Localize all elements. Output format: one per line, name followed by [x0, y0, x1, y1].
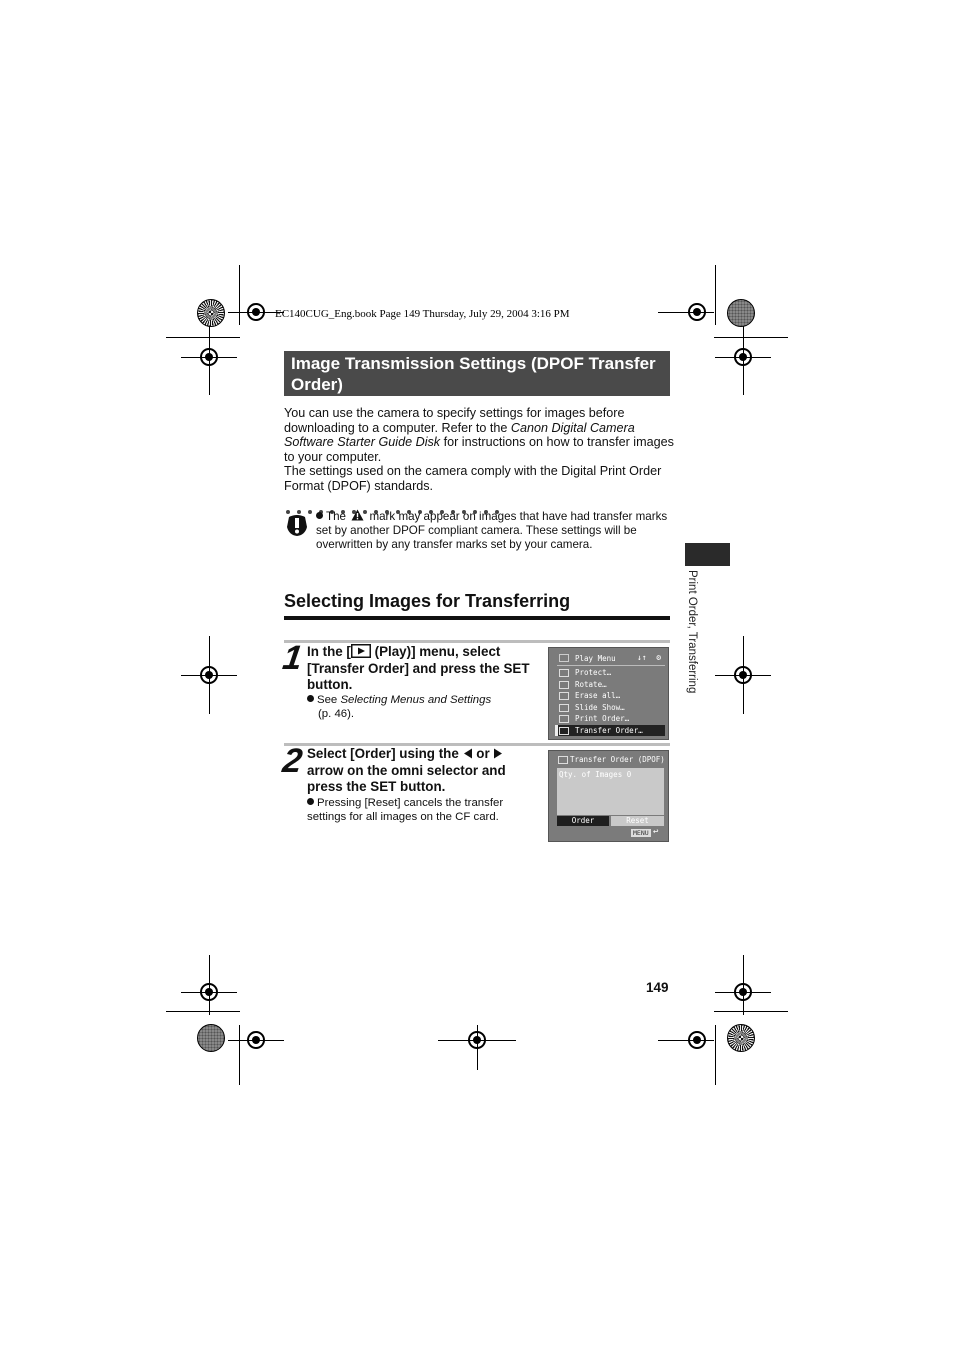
step1-note-prefix: See	[317, 694, 341, 706]
bullet-icon	[316, 512, 323, 519]
transfer-icon	[559, 727, 569, 735]
erase-icon	[559, 692, 569, 700]
menu-item-erase-all: Erase all…	[575, 691, 621, 700]
subsection-title: Selecting Images for Transferring	[284, 591, 571, 611]
reset-button: Reset	[611, 816, 664, 826]
screen-tabs-icon: ↓↑ ⚙	[637, 653, 662, 662]
step1-title-b: (Play)] menu, select [Transfer Order] and press the SET button.	[307, 644, 530, 692]
step1-note	[307, 694, 537, 721]
menu-item-slide-show: Slide Show…	[575, 703, 625, 712]
slideshow-icon	[559, 704, 569, 712]
return-icon: ↩	[653, 827, 659, 837]
menu-key-label: MENU	[633, 829, 649, 837]
step2-number: 2	[280, 742, 305, 780]
order-button: Order	[557, 816, 609, 826]
screen1-title: Play Menu	[575, 654, 616, 663]
menu-item-transfer-order: Transfer Order…	[575, 726, 643, 735]
intro-p1-a: You can use the camera to specify settings for images before downloading to a computer. Refer to the	[284, 406, 625, 435]
step1-note-suffix: (p. 46).	[318, 707, 355, 720]
step1-rule	[284, 640, 670, 643]
play-menu-screen	[548, 647, 669, 740]
print-icon	[559, 715, 569, 723]
caution-prefix: The	[326, 510, 346, 523]
caution-dots	[285, 502, 500, 508]
screen2-title: Transfer Order (DPOF)	[570, 755, 665, 764]
caution-body: mark may appear on images that have had transfer marks set by another DPOF compliant camera. These settings will be overwritten by any transfer marks set by your camera.	[316, 510, 668, 551]
intro-p1-b: for instructions on how to transfer images to your computer.	[284, 435, 674, 464]
protect-icon	[559, 669, 569, 677]
bullet-icon	[307, 798, 314, 805]
intro-text	[284, 406, 674, 494]
transfer-order-screen	[548, 750, 669, 842]
caution-icon	[285, 513, 309, 542]
section-title: Image Transmission Settings (DPOF Transfer Order)	[284, 351, 670, 396]
side-tab-marker	[685, 543, 730, 566]
step1-number: 1	[280, 639, 305, 677]
step2-title-a: Select [Order] using the	[307, 746, 459, 761]
warning-triangle-icon	[351, 509, 364, 521]
step1-title	[307, 644, 537, 694]
screen1-selection-marker	[555, 725, 558, 736]
side-tab-label: Print Order, Transferring	[686, 570, 698, 694]
play-tab-icon	[559, 654, 569, 662]
screen2-qty: Qty. of Images 0	[559, 770, 632, 779]
intro-p2: The settings used on the camera comply with the Digital Print Order Format (DPOF) standards.	[284, 464, 662, 493]
menu-item-protect: Protect…	[575, 668, 612, 677]
step1-note-italic: Selecting Menus and Settings	[340, 694, 492, 706]
play-icon	[351, 644, 371, 658]
page-number: 149	[646, 980, 669, 995]
bullet-icon	[307, 695, 314, 702]
caution-text	[316, 509, 668, 551]
intro-p1-italic: Canon Digital Camera Software Starter Guide Disk	[284, 420, 635, 450]
right-arrow-icon	[493, 748, 503, 759]
step2-title-b: arrow on the omni selector and press the SET button.	[307, 762, 506, 794]
left-arrow-icon	[463, 748, 473, 759]
step2-title-or: or	[476, 746, 490, 761]
step1-title-a: In the [	[307, 644, 351, 659]
menu-item-rotate: Rotate…	[575, 680, 607, 689]
step2-title	[307, 746, 537, 796]
screen1-divider	[557, 665, 665, 666]
subsection-underline	[284, 616, 670, 620]
transfer-icon	[558, 756, 568, 764]
rotate-icon	[559, 681, 569, 689]
step2-note-text: Pressing [Reset] cancels the transfer settings for all images on the CF card.	[307, 797, 504, 823]
step2-note	[307, 797, 532, 824]
file-header: EC140CUG_Eng.book Page 149 Thursday, July 29, 2004 3:16 PM	[275, 308, 570, 320]
menu-item-print-order: Print Order…	[575, 714, 630, 723]
side-tab-label-wrap	[682, 570, 702, 710]
